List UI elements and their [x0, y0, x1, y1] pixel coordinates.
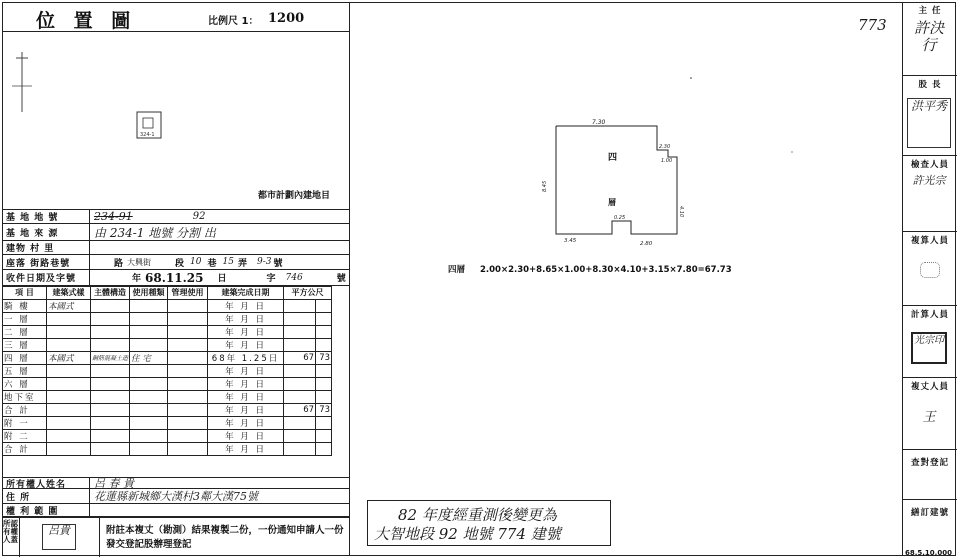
floor-use	[130, 299, 168, 312]
floor-area-dec	[316, 442, 332, 455]
approval-cell-director	[903, 2, 957, 76]
dim-top: 7.30	[592, 119, 606, 126]
floor-structure	[91, 403, 130, 416]
floor-style	[47, 377, 91, 390]
land-number-new: 92	[192, 211, 206, 222]
land-number-label: 基 地 地 號	[2, 210, 90, 223]
floor-mgmt	[168, 403, 208, 416]
floor-style	[47, 416, 91, 429]
scale-value: 1200	[268, 11, 305, 26]
approval-sign: 許決行	[913, 19, 944, 54]
approval-sign: 洪平秀	[907, 98, 951, 148]
floor-row	[3, 299, 332, 312]
plan-speck	[791, 151, 792, 152]
floor-style	[47, 338, 91, 351]
approval-sign: 許光宗	[912, 174, 946, 187]
floor-plan	[352, 2, 900, 556]
floor-structure	[91, 325, 130, 338]
floor-area-int	[284, 429, 316, 442]
village-label: 建物 村 里	[2, 241, 90, 254]
floor-use	[130, 377, 168, 390]
floor-item: 合 計	[3, 403, 47, 416]
header-style: 建築式樣	[47, 287, 91, 300]
approval-label: 複丈人員	[910, 382, 949, 392]
approval-sign: 光宗印	[911, 332, 947, 364]
floor-area-dec	[316, 429, 332, 442]
approval-cell-inspector	[903, 156, 957, 232]
floor-structure: 鋼筋混凝土造	[91, 351, 130, 364]
header-area: 平方公尺	[284, 287, 332, 300]
floor-use	[130, 325, 168, 338]
floor-structure	[91, 338, 130, 351]
floor-area-dec	[316, 390, 332, 403]
floor-mgmt	[168, 442, 208, 455]
plan-floor-sub: 層	[608, 198, 616, 207]
document-title: 位 置 圖	[36, 10, 137, 32]
map-caption: 都市計劃內建地目	[257, 191, 330, 201]
floor-mgmt	[168, 351, 208, 364]
floor-use	[130, 312, 168, 325]
area-formula-label: 四層	[448, 265, 466, 275]
floor-structure	[91, 442, 130, 455]
approval-label: 查對登記	[910, 458, 949, 468]
corner-number: 773	[858, 16, 887, 34]
left-panel	[2, 2, 350, 556]
floor-style	[47, 403, 91, 416]
floor-row	[3, 312, 332, 325]
floor-date: 年 月 日	[208, 442, 284, 455]
header-structure: 主體構造	[91, 287, 130, 300]
village-row	[2, 241, 350, 255]
floor-style: 本國式	[47, 299, 91, 312]
remeasure-line-2: 大智地段 92 地號 774 建號	[374, 525, 561, 543]
floor-structure	[91, 416, 130, 429]
approval-sign: 王	[922, 410, 936, 425]
address-section: 段	[175, 258, 185, 269]
floor-area-dec	[316, 338, 332, 351]
floor-area-dec	[316, 416, 332, 429]
floor-date: 年 月 日	[208, 429, 284, 442]
plan-speck	[690, 77, 692, 79]
floor-date: 年 月 日	[208, 390, 284, 403]
receipt-hao: 號	[336, 274, 346, 284]
faint-seal-icon	[920, 262, 940, 278]
floor-area-int	[284, 390, 316, 403]
remeasure-stamp	[367, 500, 611, 546]
dim-left: 8.45	[542, 180, 548, 192]
approval-cell-calculator	[903, 306, 957, 378]
approval-cell-recheck	[903, 232, 957, 306]
receipt-year: 68.	[145, 270, 166, 285]
floor-area-int	[284, 325, 316, 338]
floor-item: 附 一	[3, 416, 47, 429]
floor-row	[3, 442, 332, 455]
address-unit: 號	[273, 258, 283, 269]
building-footprint	[143, 118, 153, 128]
approval-label: 計算人員	[910, 310, 949, 320]
floor-item: 三 層	[3, 338, 47, 351]
owner-address-label: 住 所	[2, 489, 90, 503]
floor-use	[130, 416, 168, 429]
address-value	[94, 255, 282, 269]
dim-step-2: 1.00	[661, 158, 673, 164]
receipt-date: 11.25	[165, 270, 204, 285]
floor-item: 合 計	[3, 442, 47, 455]
dim-step-1: 2.30	[659, 144, 671, 150]
approval-label: 複算人員	[910, 236, 949, 246]
approval-label: 繕訂建號	[910, 508, 949, 518]
floor-mgmt	[168, 325, 208, 338]
receipt-zi: 字	[266, 274, 276, 284]
address-alley-no: 15	[222, 257, 234, 267]
floor-mgmt	[168, 364, 208, 377]
owner-stamp-box	[20, 518, 100, 557]
floor-use	[130, 364, 168, 377]
floor-row	[3, 390, 332, 403]
floor-mgmt	[168, 390, 208, 403]
dim-bottom-left: 3.45	[564, 238, 577, 244]
floor-use	[130, 429, 168, 442]
floor-style	[47, 325, 91, 338]
floor-use	[130, 442, 168, 455]
land-number-struck: 234-91	[94, 210, 133, 223]
floor-area-dec: 73	[316, 351, 332, 364]
floor-date: 年 月 日	[208, 312, 284, 325]
floor-item: 四 層	[3, 351, 47, 364]
floor-area-int	[284, 338, 316, 351]
address-no: 9-3	[256, 257, 272, 267]
address-road: 路	[114, 258, 124, 269]
footer-code: 68.5.10.000	[905, 549, 952, 557]
dim-bottom-right: 2.80	[640, 241, 653, 247]
approval-label: 股 長	[918, 80, 942, 90]
floor-item: 一 層	[3, 312, 47, 325]
land-number-value	[94, 210, 205, 223]
land-source-row	[2, 224, 350, 241]
scale-label: 比例尺 1：	[208, 16, 259, 27]
dim-notch: 0.25	[614, 215, 626, 221]
header-mgmt: 管理使用	[168, 287, 208, 300]
floor-style	[47, 390, 91, 403]
location-map	[2, 32, 350, 210]
dim-right: 4.10	[678, 206, 684, 218]
floor-structure	[91, 299, 130, 312]
floor-area-int	[284, 442, 316, 455]
floor-date: 年 月 日	[208, 377, 284, 390]
floor-row	[3, 403, 332, 416]
floor-item: 附 二	[3, 429, 47, 442]
floor-style	[47, 442, 91, 455]
receipt-label: 收件日期及字號	[2, 270, 90, 285]
floor-area-int	[284, 377, 316, 390]
floor-use	[130, 403, 168, 416]
note-text: 附註本複丈（勘測）結果複製二份，一份通知申請人一份發交登記股辦理登記	[106, 525, 344, 550]
address-alley: 弄	[237, 258, 247, 269]
floor-area-int	[284, 364, 316, 377]
floor-style	[47, 312, 91, 325]
header-date: 建築完成日期	[208, 287, 284, 300]
floor-table-body	[3, 299, 332, 455]
approval-cell-registration-check	[903, 450, 957, 500]
approval-cell-building-number	[903, 500, 957, 556]
floor-area-int	[284, 312, 316, 325]
rights-scope-row	[2, 504, 350, 517]
map-sketch	[2, 32, 350, 210]
floor-item: 地下室	[3, 390, 47, 403]
floor-mgmt	[168, 312, 208, 325]
rights-scope-label: 權 利 範 圍	[2, 504, 90, 516]
floor-date: 年 月 日	[208, 299, 284, 312]
approval-panel	[902, 2, 956, 556]
plan-floor-label: 四	[608, 153, 618, 163]
floor-structure	[91, 364, 130, 377]
floor-item: 二 層	[3, 325, 47, 338]
floor-area-dec	[316, 312, 332, 325]
floor-area-int: 67	[284, 351, 316, 364]
floor-area-dec	[316, 364, 332, 377]
floor-structure	[91, 312, 130, 325]
address-label: 座落 街路巷號	[2, 255, 90, 269]
floor-date: 年 月 日	[208, 403, 284, 416]
area-formula	[448, 263, 732, 275]
address-lane: 巷	[207, 258, 217, 269]
floor-use	[130, 390, 168, 403]
approval-label: 檢查人員	[910, 160, 949, 170]
floor-item: 五 層	[3, 364, 47, 377]
approval-label: 主 任	[918, 6, 942, 16]
floor-row	[3, 351, 332, 364]
receipt-ri: 日	[217, 274, 227, 284]
floor-mgmt	[168, 299, 208, 312]
floor-row	[3, 338, 332, 351]
floor-date: 年 月 日	[208, 364, 284, 377]
floor-area-int	[284, 299, 316, 312]
receipt-year-char: 年	[132, 274, 142, 284]
floor-area-dec	[316, 377, 332, 390]
floor-table	[2, 286, 332, 456]
receipt-row	[2, 270, 350, 286]
bottom-note	[2, 517, 350, 556]
floor-style	[47, 429, 91, 442]
floor-style: 本國式	[47, 351, 91, 364]
floor-use	[130, 338, 168, 351]
floor-row	[3, 377, 332, 390]
owner-name-label: 所有權人姓名	[2, 478, 90, 488]
land-source-label: 基 地 來 源	[2, 224, 90, 240]
floor-mgmt	[168, 377, 208, 390]
receipt-value	[94, 270, 346, 285]
floor-row	[3, 416, 332, 429]
owner-seal: 呂貴	[42, 524, 76, 550]
parcel-label: 324-1	[140, 132, 155, 138]
floor-date: 年 月 日	[208, 416, 284, 429]
floor-date: 68年 1.25日	[208, 351, 284, 364]
owner-stamp-label: 所認有權人蓋	[2, 518, 20, 557]
floor-area-dec	[316, 325, 332, 338]
floor-item: 六 層	[3, 377, 47, 390]
floor-mgmt	[168, 338, 208, 351]
floor-row	[3, 325, 332, 338]
floor-area-dec	[316, 299, 332, 312]
floor-row	[3, 429, 332, 442]
land-number-row	[2, 210, 350, 224]
floor-use: 住 宅	[130, 351, 168, 364]
floor-area-dec: 73	[316, 403, 332, 416]
title-bar	[2, 2, 350, 32]
floor-area-int: 67	[284, 403, 316, 416]
address-lane-no: 10	[190, 257, 202, 267]
approval-cell-surveyor	[903, 378, 957, 450]
owner-address-row	[2, 489, 350, 504]
owner-address-value: 花蓮縣新城鄉大漢村3鄰大漢75號	[94, 490, 258, 503]
floor-date: 年 月 日	[208, 338, 284, 351]
approval-cell-section-chief	[903, 76, 957, 156]
area-formula-value: 2.00×2.30+8.65×1.00+8.30×4.10+3.15×7.80=67.73	[479, 265, 732, 275]
floor-area-int	[284, 416, 316, 429]
floor-table-header	[3, 287, 332, 300]
floor-row	[3, 364, 332, 377]
floor-structure	[91, 429, 130, 442]
address-street: 大興街	[127, 257, 152, 267]
floor-structure	[91, 377, 130, 390]
receipt-number: 746	[285, 272, 303, 283]
floor-date: 年 月 日	[208, 325, 284, 338]
land-source-value: 由 234-1 地號 分割 出	[94, 225, 216, 240]
floor-structure	[91, 390, 130, 403]
floor-mgmt	[168, 429, 208, 442]
floor-mgmt	[168, 416, 208, 429]
header-use: 使用種類	[130, 287, 168, 300]
address-row	[2, 255, 350, 270]
remeasure-line-1: 82 年度經重測後變更為	[398, 506, 557, 524]
floor-item: 騎 樓	[3, 299, 47, 312]
floor-style	[47, 364, 91, 377]
owner-name-value: 呂 春 貴	[94, 477, 134, 490]
header-item: 項 目	[3, 287, 47, 300]
